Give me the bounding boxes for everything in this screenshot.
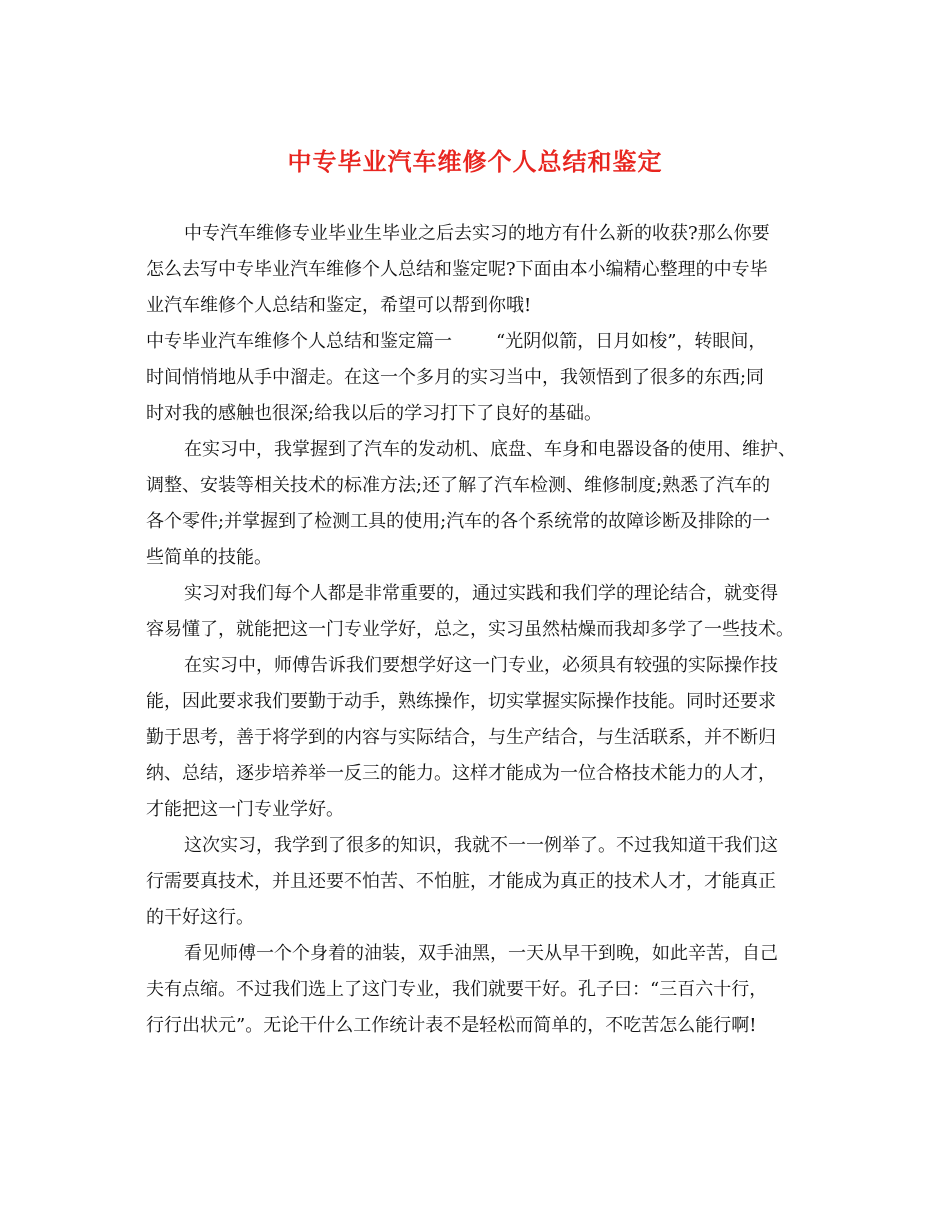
text-line-compound [146, 330, 826, 354]
text-line: 纳、总结，逐步培养举一反三的能力。这样才能成为一位合格技术能力的人才， [146, 763, 776, 784]
text-segment: “光阴似箭，日月如梭”，转眼间， [496, 331, 767, 352]
text-line: 业汽车维修个人总结和鉴定，希望可以帮到你哦! [146, 295, 532, 316]
text-line: 看见师傅一个个身着的油装，双手油黑，一天从早干到晚，如此辛苦，自己 [184, 943, 778, 964]
text-line: 在实习中，我掌握到了汽车的发动机、底盘、车身和电器设备的使用、维护、 [184, 439, 796, 460]
text-line: 些简单的技能。 [146, 547, 272, 568]
text-line: 怎么去写中专毕业汽车维修个人总结和鉴定呢?下面由本小编精心整理的中专毕 [146, 259, 768, 280]
text-line: 在实习中，师傅告诉我们要想学好这一门专业，必须具有较强的实际操作技 [184, 655, 778, 676]
text-line: 各个零件;并掌握到了检测工具的使用;汽车的各个系统常的故障诊断及排除的一 [146, 511, 771, 532]
text-line: 才能把这一门专业学好。 [146, 799, 344, 820]
section-heading: 中专毕业汽车维修个人总结和鉴定篇一 [146, 331, 452, 352]
document-title: 中专毕业汽车维修个人总结和鉴定 [287, 147, 663, 176]
text-line: 夫有点缩。不过我们选上了这门专业，我们就要干好。孔子曰：“三百六十行， [146, 979, 768, 1000]
text-line: 中专汽车维修专业毕业生毕业之后去实习的地方有什么新的收获?那么你要 [184, 223, 770, 244]
text-line: 行需要真技术，并且还要不怕苦、不怕脏，才能成为真正的技术人才，才能真正 [146, 871, 776, 892]
text-line: 这次实习，我学到了很多的知识，我就不一一例举了。不过我知道干我们这 [184, 835, 778, 856]
text-line: 容易懂了，就能把这一门专业学好，总之，实习虽然枯燥而我却多学了一些技术。 [146, 619, 794, 640]
text-line: 时间悄悄地从手中溜走。在这一个多月的实习当中，我领悟到了很多的东西;同 [146, 367, 765, 388]
text-line: 行行出状元”。无论干什么工作统计表不是轻松而简单的，不吃苦怎么能行啊! [146, 1015, 757, 1036]
text-line: 时对我的感触也很深;给我以后的学习打下了良好的基础。 [146, 403, 603, 424]
text-line: 实习对我们每个人都是非常重要的，通过实践和我们学的理论结合，就变得 [184, 583, 778, 604]
text-line: 能，因此要求我们要勤于动手，熟练操作，切实掌握实际操作技能。同时还要求 [146, 691, 776, 712]
text-line: 勤于思考，善于将学到的内容与实际结合，与生产结合，与生活联系，并不断归 [146, 727, 776, 748]
text-line: 调整、安装等相关技术的标准方法;还了解了汽车检测、维修制度;熟悉了汽车的 [146, 475, 771, 496]
text-line: 的干好这行。 [146, 907, 254, 928]
